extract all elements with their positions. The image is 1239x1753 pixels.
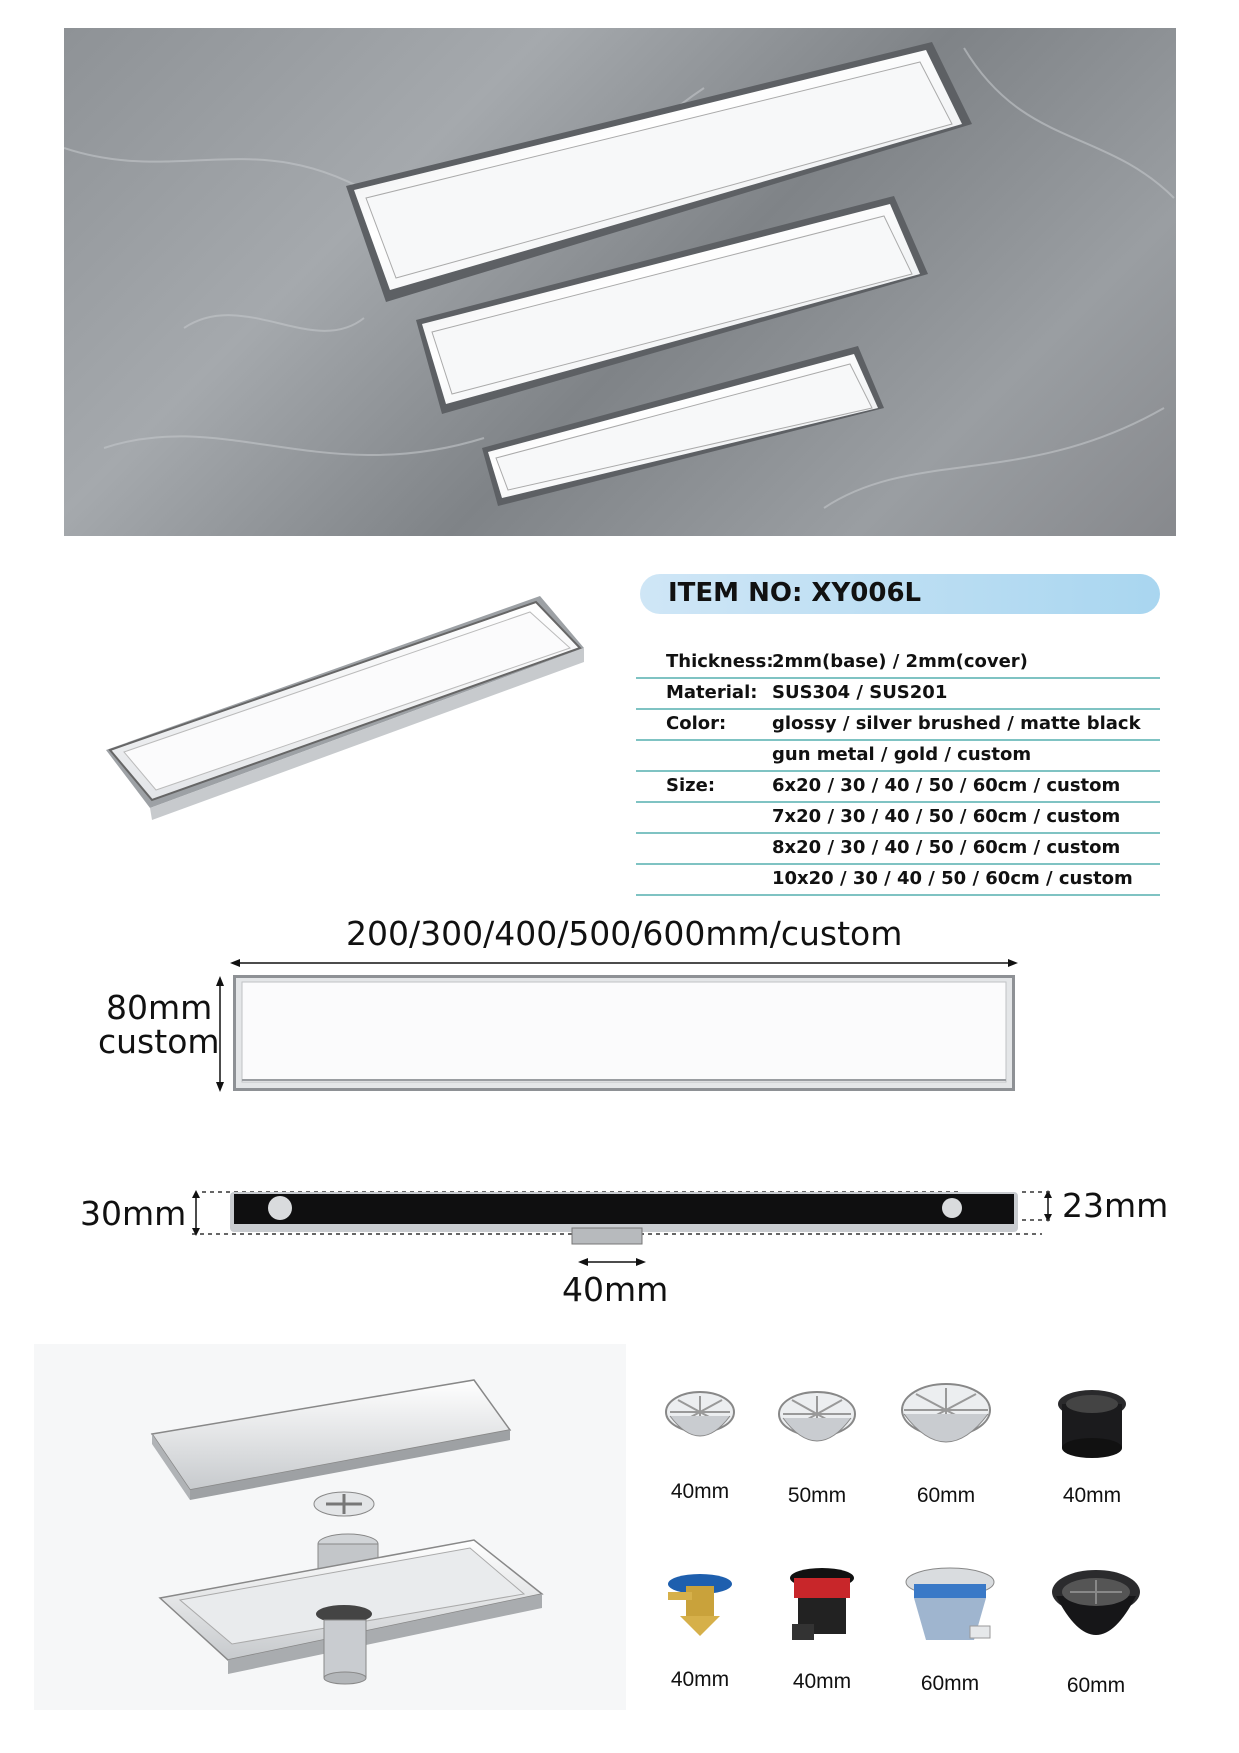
spec-value: glossy / silver brushed / matte black bbox=[772, 713, 1141, 734]
width-dimension-label-2: custom bbox=[98, 1022, 220, 1061]
silver-drain-core-icon bbox=[896, 1376, 996, 1472]
core-size-label: 40mm bbox=[1062, 1484, 1122, 1507]
width-dimension-label-1: 80mm bbox=[106, 988, 213, 1027]
spec-key: Material: bbox=[666, 682, 758, 703]
spec-row bbox=[636, 803, 1160, 834]
drain-side-view bbox=[192, 1184, 1062, 1270]
red-black-anti-odor-core-icon bbox=[782, 1564, 862, 1654]
spec-value: gun metal / gold / custom bbox=[772, 744, 1032, 765]
core-size-label: 40mm bbox=[670, 1668, 730, 1691]
core-size-label: 50mm bbox=[787, 1484, 847, 1507]
length-arrow bbox=[230, 954, 1018, 966]
hero-photo bbox=[64, 28, 1176, 536]
height-right-label: 23mm bbox=[1062, 1186, 1169, 1225]
spec-row bbox=[636, 834, 1160, 865]
black-wide-core-icon bbox=[1048, 1564, 1144, 1660]
spec-value: SUS304 / SUS201 bbox=[772, 682, 948, 703]
drain-core-options bbox=[650, 1384, 1210, 1744]
spec-row bbox=[636, 679, 1160, 710]
height-left-label: 30mm bbox=[80, 1194, 187, 1233]
spec-value: 8x20 / 30 / 40 / 50 / 60cm / custom bbox=[772, 837, 1121, 858]
spec-row bbox=[636, 772, 1160, 803]
core-size-label: 40mm bbox=[670, 1480, 730, 1503]
core-size-label: 60mm bbox=[916, 1484, 976, 1507]
spec-value: 10x20 / 30 / 40 / 50 / 60cm / custom bbox=[772, 868, 1133, 889]
width-arrow bbox=[214, 976, 226, 1092]
outlet-width-label: 40mm bbox=[562, 1270, 669, 1309]
spec-row bbox=[636, 741, 1160, 772]
black-drain-core-icon bbox=[1052, 1384, 1132, 1468]
silver-drain-core-icon bbox=[660, 1384, 740, 1464]
drain-top-view bbox=[232, 974, 1016, 1092]
spec-key: Color: bbox=[666, 713, 727, 734]
spec-table bbox=[636, 648, 1160, 896]
product-angled-image bbox=[100, 590, 600, 830]
spec-key: Thickness: bbox=[666, 651, 774, 672]
spec-value: 6x20 / 30 / 40 / 50 / 60cm / custom bbox=[772, 775, 1121, 796]
exploded-view bbox=[34, 1344, 626, 1710]
spec-value: 7x20 / 30 / 40 / 50 / 60cm / custom bbox=[772, 806, 1121, 827]
length-dimension-label: 200/300/400/500/600mm/custom bbox=[346, 914, 903, 953]
core-size-label: 60mm bbox=[1066, 1674, 1126, 1697]
silver-drain-core-icon bbox=[774, 1384, 860, 1468]
spec-row bbox=[636, 865, 1160, 896]
core-size-label: 60mm bbox=[920, 1672, 980, 1695]
item-number: ITEM NO: XY006L bbox=[668, 578, 922, 608]
item-number-banner bbox=[640, 574, 1160, 614]
spec-row bbox=[636, 648, 1160, 679]
brass-anti-odor-core-icon bbox=[660, 1570, 740, 1650]
blue-silver-anti-odor-core-icon bbox=[900, 1566, 1000, 1656]
core-size-label: 40mm bbox=[792, 1670, 852, 1693]
spec-value: 2mm(base) / 2mm(cover) bbox=[772, 651, 1028, 672]
spec-row bbox=[636, 710, 1160, 741]
spec-key: Size: bbox=[666, 775, 716, 796]
